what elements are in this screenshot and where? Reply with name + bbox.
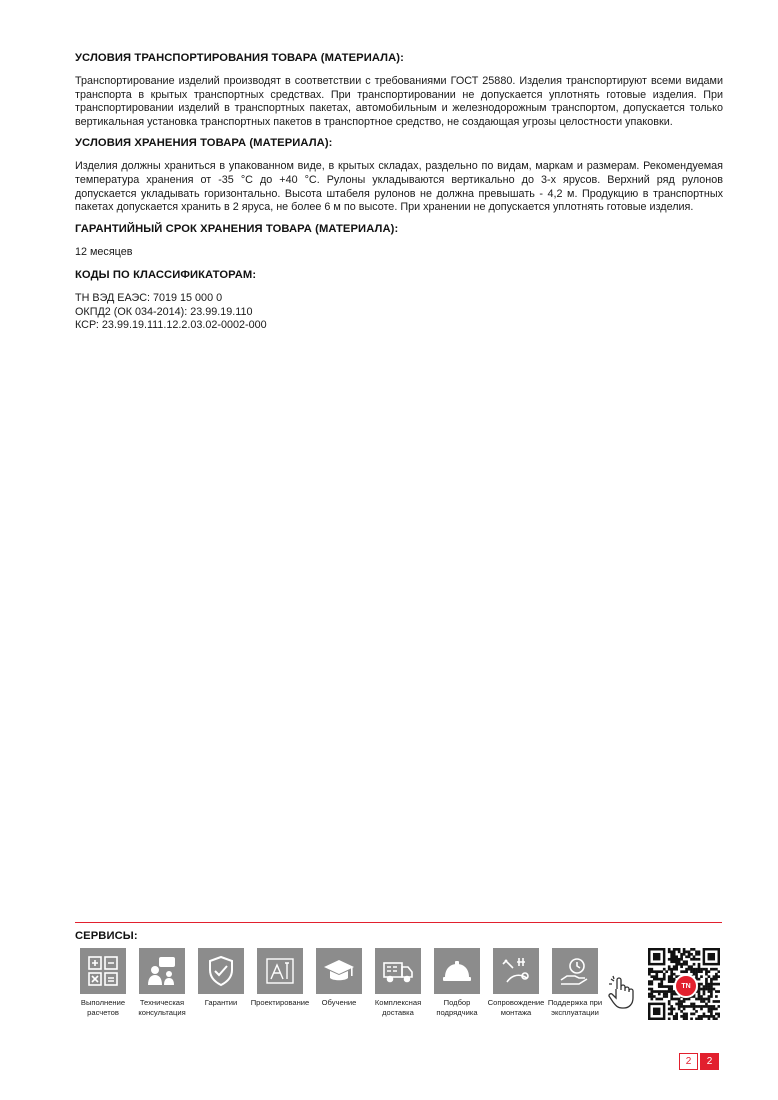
service-label: Техническая консультация	[138, 998, 186, 1017]
service-label: Подбор подрядчика	[436, 998, 478, 1017]
calculator-icon	[80, 948, 126, 994]
service-label: Поддержка при эксплуатации	[547, 998, 603, 1017]
service-item[interactable]	[486, 948, 546, 1018]
footer-divider	[75, 922, 722, 923]
section-heading-warranty: ГАРАНТИЙНЫЙ СРОК ХРАНЕНИЯ ТОВАРА (МАТЕРИАЛА):	[75, 222, 399, 235]
brand-logo: TN	[674, 974, 698, 998]
section-text-storage: Изделия должны храниться в упакованном виде, в крытых складах, раздельно по видам, маркам и размерам. Рекомендуемая температура хранения от -35 °С до +40 °С. Рулоны укладываются вертикально до 3-х ярусов. Верхний ряд рулонов допускается укладывать горизонтально. Высота штабеля рулонов не должна превышать - 4,2 м. Продукцию в транспортных пакетах допускается хранить в 2 яруса, не более 6 м по высоте. При хранении не допускается уплотнять готовые изделия.	[75, 160, 723, 214]
codes-heading: КОДЫ ПО КЛАССИФИКАТОРАМ:	[75, 269, 257, 282]
services-title: СЕРВИСЫ:	[75, 930, 138, 942]
service-label: Выполнение расчетов	[80, 998, 126, 1017]
service-item[interactable]	[73, 948, 133, 1018]
page-indicator	[679, 1053, 719, 1070]
service-label: Сопровождение монтажа	[487, 998, 545, 1017]
service-item[interactable]	[132, 948, 192, 1018]
pointer-hand-icon	[606, 975, 636, 1011]
code-line: КСР: 23.99.19.111.12.2.03.02-0002-000	[75, 319, 267, 332]
consultant-icon	[139, 948, 185, 994]
section-heading-transport: УСЛОВИЯ ТРАНСПОРТИРОВАНИЯ ТОВАРА (МАТЕРИАЛА):	[75, 52, 404, 64]
service-item[interactable]	[545, 948, 605, 1018]
service-item[interactable]	[191, 948, 251, 1008]
total-pages: 2	[700, 1053, 719, 1070]
codes-list	[75, 292, 723, 332]
service-item[interactable]	[368, 948, 428, 1018]
section-heading-storage: УСЛОВИЯ ХРАНЕНИЯ ТОВАРА (МАТЕРИАЛА):	[75, 137, 333, 150]
code-line: ОКПД2 (ОК 034-2014): 23.99.19.110	[75, 305, 253, 318]
service-item[interactable]	[427, 948, 487, 1018]
truck-icon	[375, 948, 421, 994]
qr-code[interactable]	[648, 948, 720, 1020]
section-text-transport: Транспортирование изделий производят в соответствии с требованиями ГОСТ 25880. Изделия транспортируют всеми видами транспорта в крытых транспортных средствах. При транспортировании не допускается уплотнять готовые изделия. При транспортировании изделий в транспортных пакетах, автомобильным и железнодорожным транспортом, допускается только вертикальная установка транспортных пакетов в транспортное средство, не создающая угрозы целостности упаковки.	[75, 75, 723, 128]
section-text-warranty: 12 месяцев	[75, 245, 133, 258]
service-item[interactable]	[309, 948, 369, 1008]
blueprint-icon	[257, 948, 303, 994]
services-row	[75, 948, 635, 1028]
support-hand-icon	[552, 948, 598, 994]
service-item[interactable]	[250, 948, 310, 1008]
shield-check-icon	[198, 948, 244, 994]
service-label: Комплексная доставка	[374, 998, 422, 1017]
graduation-cap-icon	[316, 948, 362, 994]
service-label: Проектирование	[250, 998, 310, 1007]
document-body	[75, 52, 723, 333]
service-label: Гарантии	[204, 998, 238, 1007]
service-label: Обучение	[321, 998, 357, 1007]
code-line: ТН ВЭД ЕАЭС: 7019 15 000 0	[75, 292, 223, 305]
current-page: 2	[679, 1053, 698, 1070]
hard-hat-icon	[434, 948, 480, 994]
tools-icon	[493, 948, 539, 994]
